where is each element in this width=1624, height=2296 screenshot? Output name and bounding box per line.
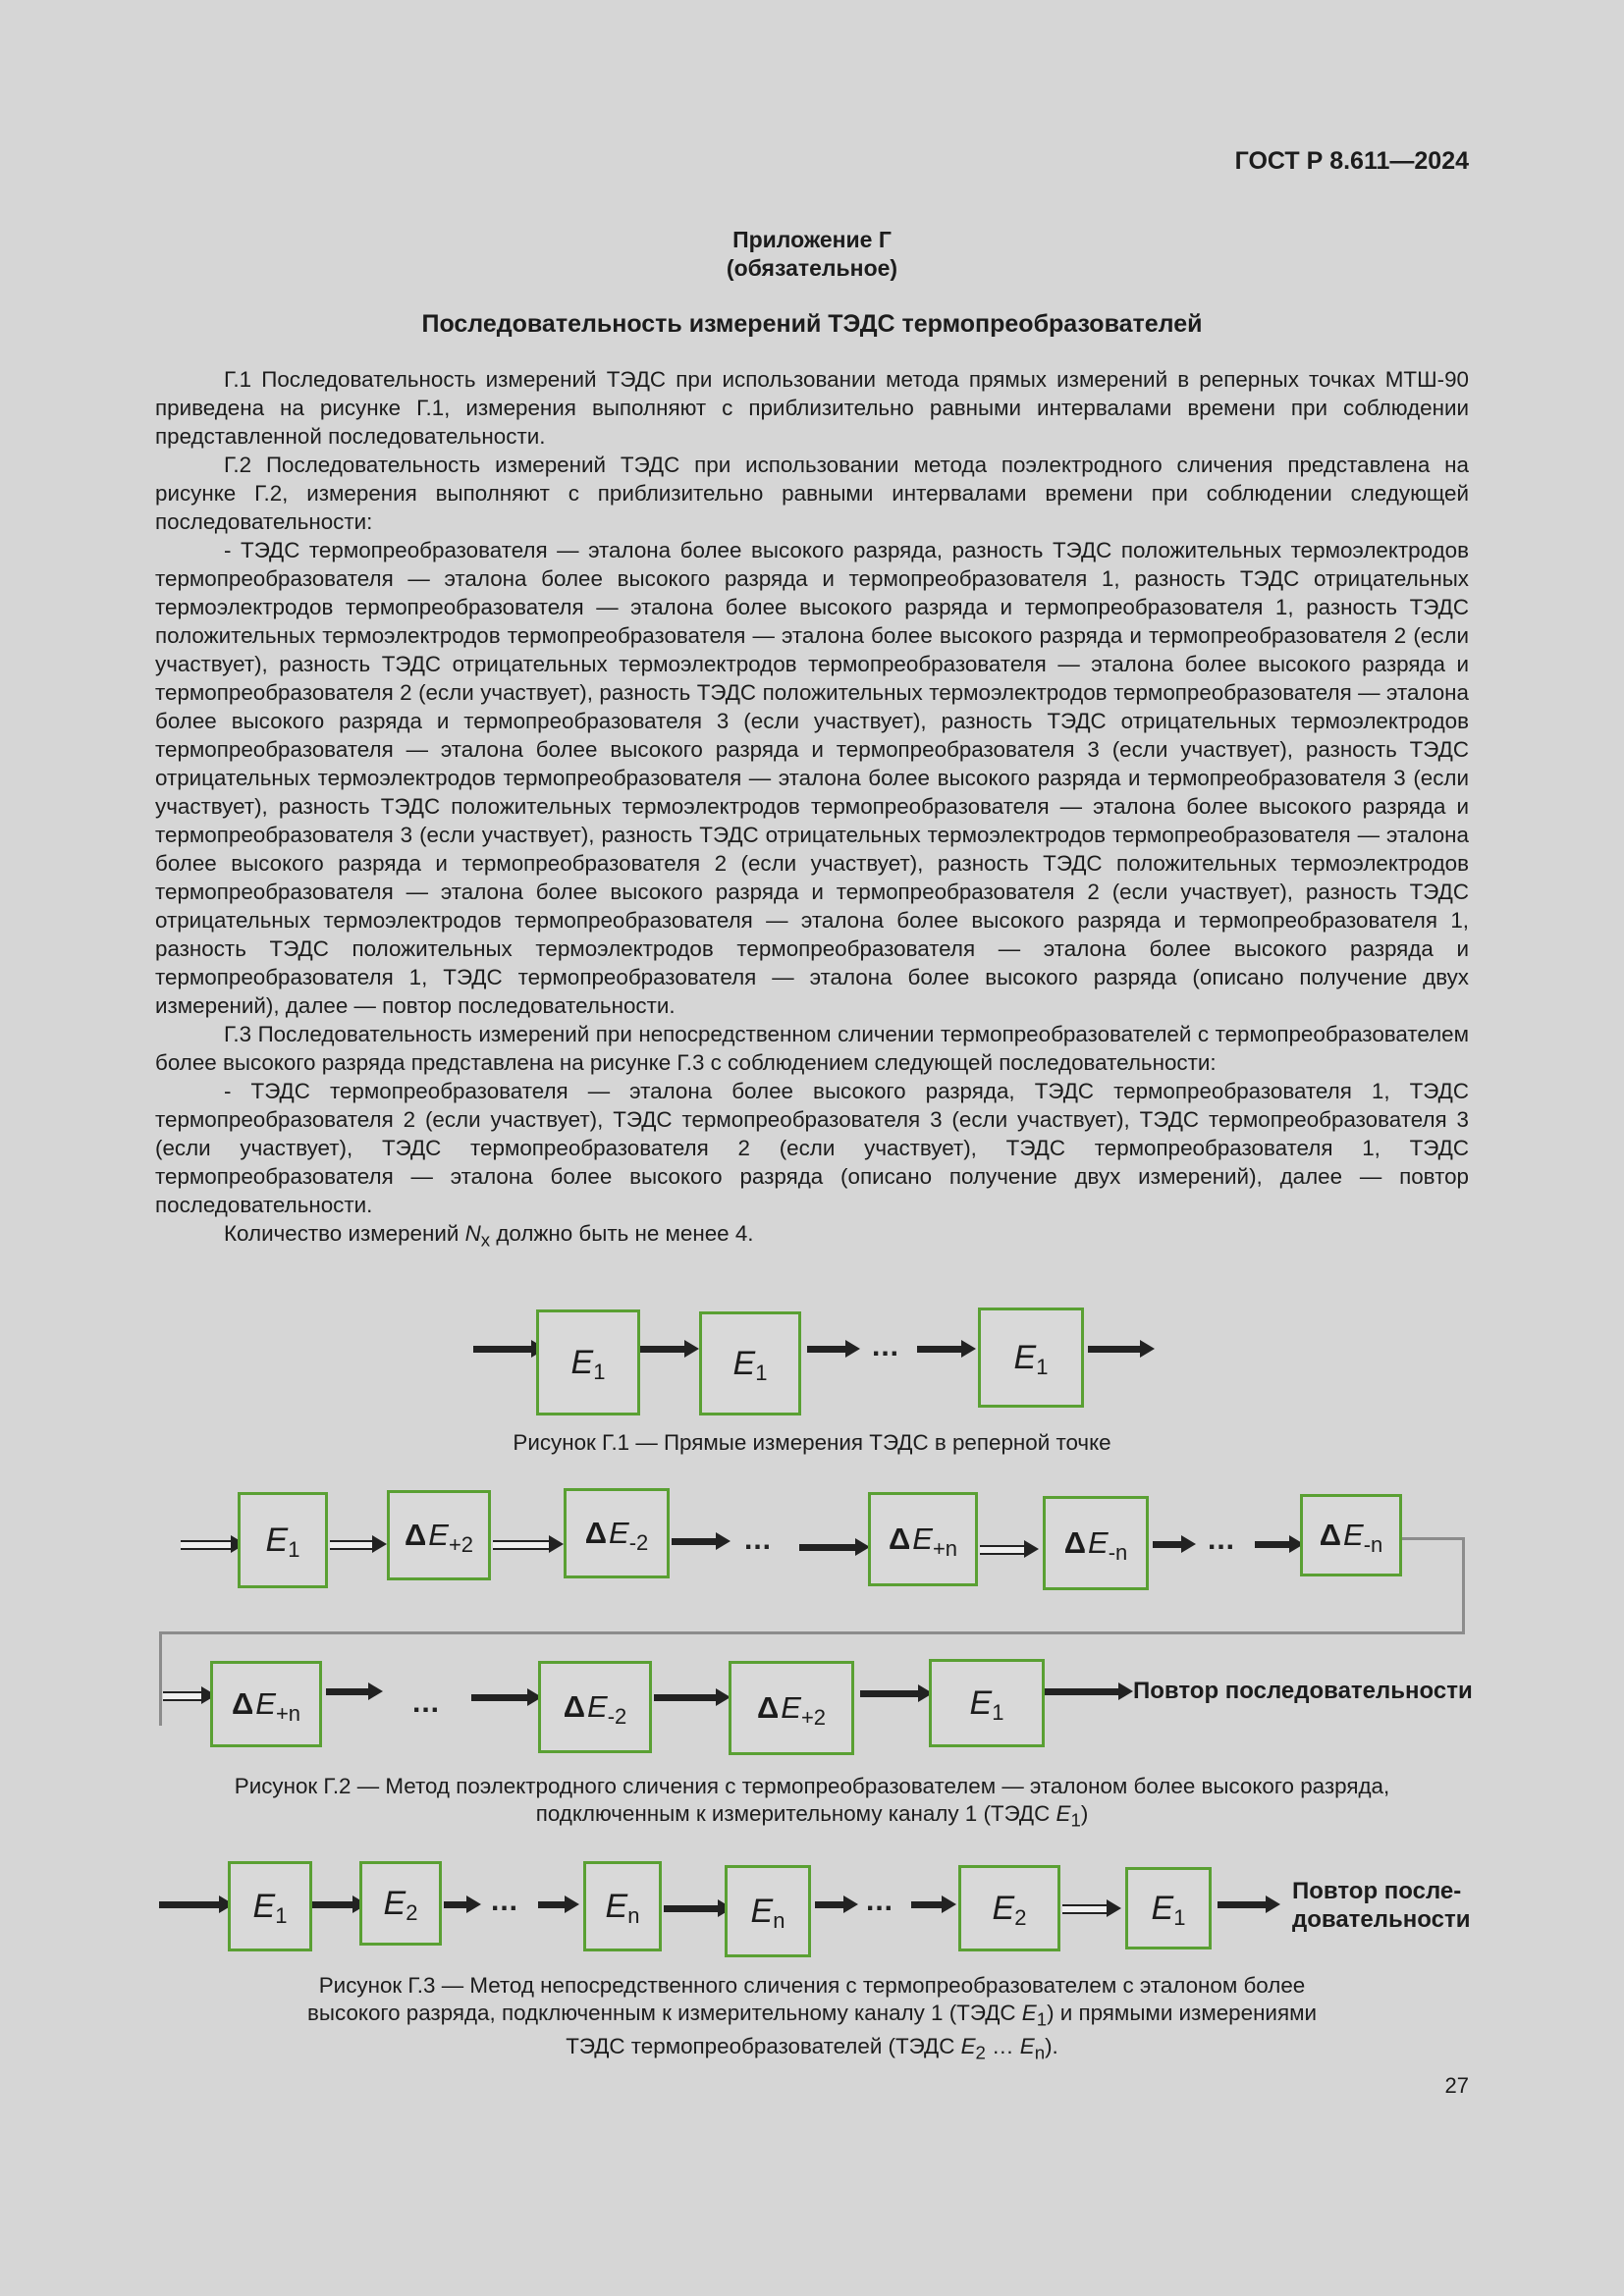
fig2-box-de-plus2 xyxy=(387,1490,491,1580)
box-subscript: -2 xyxy=(607,1704,627,1729)
fig2-arrow xyxy=(1255,1541,1290,1548)
delta-symbol: Δ xyxy=(1319,1518,1342,1552)
fig2-box-de-plusn xyxy=(868,1492,978,1586)
fig2-arrow xyxy=(672,1538,717,1545)
fig3-arrow-out xyxy=(1218,1901,1267,1908)
box-subscript: 1 xyxy=(1173,1905,1186,1930)
caption-variable: E xyxy=(1056,1801,1071,1826)
delta-symbol: Δ xyxy=(1063,1525,1087,1560)
fig2-box2-de-minus2 xyxy=(538,1661,652,1753)
caption-text: высокого разряда, подключенным к измерительному каналу 1 (ТЭДС xyxy=(307,2001,1022,2025)
box-symbol: E xyxy=(992,1889,1015,1927)
fig3-box-e2 xyxy=(359,1861,442,1946)
appendix-status: (обязательное) xyxy=(726,255,898,281)
fig1-box-2 xyxy=(699,1311,801,1415)
figure-g1-caption: Рисунок Г.1 — Прямые измерения ТЭДС в реперной точке xyxy=(513,1430,1111,1455)
box-subscript: 1 xyxy=(593,1360,606,1384)
paragraph-g3-list: - ТЭДС термопреобразователя — эталона более высокого разряда, ТЭДС термопреобразователя 1, ТЭДС термопреобразователя 2 (если участвует), ТЭДС термопреобразователя 3 (если участвует), ТЭДС термопреобразователя 3 (если участвует), ТЭДС термопреобразователя 2 (если участвует), ТЭДС термопреобразователя 1, ТЭДС термопреобразователя — эталона более высокого разряда (описано получение двух измерений), далее — повтор последовательности. xyxy=(155,1079,1469,1217)
delta-symbol: Δ xyxy=(756,1690,780,1725)
fig2-box2-de-plusn xyxy=(210,1661,322,1747)
delta-symbol: Δ xyxy=(888,1522,911,1556)
appendix-title: Последовательность измерений ТЭДС термопреобразователей xyxy=(421,310,1203,338)
fig1-box-1 xyxy=(536,1309,640,1415)
fig2-ellipsis: ... xyxy=(744,1523,773,1556)
caption-text: … xyxy=(985,2034,1020,2059)
box-symbol: E xyxy=(609,1516,629,1550)
box-subscript: -2 xyxy=(628,1530,649,1555)
appendix-label: Приложение Г xyxy=(732,227,892,252)
box-symbol: E xyxy=(1013,1338,1037,1376)
box-symbol: E xyxy=(252,1887,276,1925)
fig1-box-3 xyxy=(978,1308,1084,1408)
fig3-arrow xyxy=(911,1901,943,1908)
fig3-box-en xyxy=(583,1861,662,1951)
caption-text: ) xyxy=(1080,1801,1089,1826)
fig1-arrow-in xyxy=(473,1346,532,1353)
count-variable-subscript: x xyxy=(480,1229,491,1251)
box-symbol: E xyxy=(781,1690,801,1725)
fig1-arrow xyxy=(917,1346,962,1353)
fig2-arrow xyxy=(980,1545,1025,1555)
box-subscript: n xyxy=(627,1903,640,1928)
repeat-line: довательности xyxy=(1292,1906,1471,1933)
box-subscript: 1 xyxy=(992,1700,1004,1725)
fig2-arrow xyxy=(860,1690,919,1697)
caption-text: ) и прямыми измерениями xyxy=(1047,2001,1317,2025)
caption-line: Рисунок Г.3 — Метод непосредственного сличения с термопреобразователем с эталоном более xyxy=(318,1973,1306,1998)
fig2-arrow xyxy=(471,1694,528,1701)
fig2-box-de-minus2 xyxy=(564,1488,670,1578)
body-text xyxy=(155,365,1469,1254)
fig3-ellipsis: ... xyxy=(491,1885,519,1917)
box-symbol: E xyxy=(265,1521,289,1559)
fig3-arrow xyxy=(538,1901,566,1908)
fig2-connector xyxy=(1462,1537,1465,1634)
box-subscript: 1 xyxy=(755,1361,768,1385)
fig2-arrow xyxy=(330,1540,373,1550)
box-subscript: 1 xyxy=(275,1903,288,1928)
box-symbol: E xyxy=(383,1884,406,1922)
box-subscript: 2 xyxy=(1014,1905,1027,1930)
caption-subscript: 1 xyxy=(1070,1809,1081,1831)
box-subscript: -n xyxy=(1363,1532,1383,1557)
box-subscript: 1 xyxy=(1036,1355,1049,1379)
delta-symbol: Δ xyxy=(231,1686,254,1721)
caption-line xyxy=(0,2033,1624,2066)
delta-symbol: Δ xyxy=(563,1689,586,1724)
paragraph-g1: Г.1 Последовательность измерений ТЭДС при использовании метода прямых измерений в реперных точках МТШ-90 приведена на рисунке Г.1, измерения выполняют с приблизительно равными интервалами времени при соблюдении представленной последовательности. xyxy=(155,367,1469,449)
box-subscript: n xyxy=(773,1908,785,1933)
box-subscript: +2 xyxy=(800,1705,827,1730)
fig3-arrow xyxy=(444,1901,467,1908)
box-symbol: E xyxy=(912,1522,933,1556)
fig3-arrow xyxy=(312,1901,353,1908)
fig2-box-de-minusn-end xyxy=(1300,1494,1402,1576)
box-symbol: E xyxy=(969,1683,993,1722)
caption-line xyxy=(0,1800,1624,1834)
fig2-connector xyxy=(159,1631,1465,1634)
repeat-line: Повтор после- xyxy=(1292,1878,1462,1904)
fig2-box2-e1 xyxy=(929,1659,1045,1747)
fig3-arrow xyxy=(815,1901,844,1908)
box-subscript: 2 xyxy=(406,1900,418,1925)
document-code: ГОСТ Р 8.611—2024 xyxy=(1234,147,1469,175)
caption-variable: E xyxy=(1021,2001,1037,2025)
caption-subscript: n xyxy=(1034,2042,1046,2063)
box-symbol: E xyxy=(428,1518,449,1552)
figure-g3-caption xyxy=(0,1972,1624,2067)
fig3-arrow xyxy=(664,1905,719,1912)
fig3-box-e2-2 xyxy=(958,1865,1060,1951)
fig2-connector xyxy=(159,1631,162,1726)
box-subscript: +2 xyxy=(448,1532,474,1557)
fig3-arrow xyxy=(1062,1904,1108,1914)
box-subscript: 1 xyxy=(288,1537,300,1562)
box-subscript: +n xyxy=(932,1536,958,1561)
fig2-arrow xyxy=(1153,1541,1182,1548)
paragraph-measurement-count xyxy=(155,1219,1469,1254)
box-subscript: -n xyxy=(1108,1540,1128,1565)
caption-line: Рисунок Г.2 — Метод поэлектродного сличения с термопреобразователем — эталоном более высокого разряда, xyxy=(234,1774,1390,1798)
fig2-arrow xyxy=(799,1544,856,1551)
fig3-box-en-2 xyxy=(725,1865,811,1957)
fig2-arrow xyxy=(163,1691,202,1701)
box-symbol: E xyxy=(1343,1518,1364,1552)
box-symbol: E xyxy=(587,1689,608,1724)
fig2-ellipsis: ... xyxy=(412,1686,441,1719)
paragraph-g3: Г.3 Последовательность измерений при непосредственном сличении термопреобразователей с термопреобразователем более высокого разряда представлена на рисунке Г.3 с соблюдением следующей последовательности: xyxy=(155,1022,1469,1075)
count-variable: N xyxy=(464,1221,481,1246)
delta-symbol: Δ xyxy=(404,1518,427,1552)
caption-text: подключенным к измерительному каналу 1 (ТЭДС xyxy=(535,1801,1056,1826)
page-number: 27 xyxy=(1444,2073,1469,2098)
box-symbol: E xyxy=(1088,1525,1109,1560)
fig2-arrow xyxy=(654,1694,717,1701)
fig2-repeat-label: Повтор последовательности xyxy=(1133,1678,1473,1704)
fig3-arrow-in xyxy=(159,1901,220,1908)
caption-variable: E xyxy=(1019,2034,1035,2059)
fig3-ellipsis: ... xyxy=(866,1885,894,1917)
fig2-arrow xyxy=(326,1688,369,1695)
appendix-heading xyxy=(0,226,1624,283)
caption-subscript: 2 xyxy=(975,2042,986,2063)
fig1-ellipsis: ... xyxy=(872,1330,900,1362)
fig2-box-e1 xyxy=(238,1492,328,1588)
fig2-box2-de-plus2 xyxy=(729,1661,854,1755)
fig3-repeat-label xyxy=(1292,1877,1470,1934)
fig1-arrow xyxy=(807,1346,846,1353)
fig1-arrow-out xyxy=(1088,1346,1141,1353)
caption-variable: E xyxy=(960,2034,976,2059)
box-symbol: E xyxy=(255,1686,276,1721)
box-symbol: E xyxy=(570,1343,594,1381)
caption-text: ). xyxy=(1045,2034,1058,2059)
fig2-connector xyxy=(1402,1537,1465,1540)
fig2-ellipsis: ... xyxy=(1208,1523,1236,1556)
paragraph-g2: Г.2 Последовательность измерений ТЭДС при использовании метода поэлектродного сличения представлена на рисунке Г.2, измерения выполняют с приблизительно равными интервалами времени при соблюдении следующей последовательности: xyxy=(155,453,1469,534)
box-symbol: E xyxy=(605,1887,628,1925)
paragraph-g2-list: - ТЭДС термопреобразователя — эталона более высокого разряда, разность ТЭДС положительных термоэлектродов термопреобразователя — эталона более высокого разряда и термопреобразователя 1, разность ТЭДС отрицательных термоэлектродов термопреобразователя — эталона более высокого разряда и термопреобразователя 1, разность ТЭДС положительных термоэлектродов термопреобразователя — эталона более высокого разряда и термопреобразователя 2 (если участвует), разность ТЭДС отрицательных термоэлектродов термопреобразователя — эталона более высокого разряда и термопреобразователя 2 (если участвует), разность ТЭДС положительных термоэлектродов термопреобразователя — эталона более высокого разряда и термопреобразователя 3 (если участвует), разность ТЭДС отрицательных термоэлектродов термопреобразователя — эталона более высокого разряда и термопреобразователя 3 (если участвует), разность ТЭДС отрицательных термоэлектродов термопреобразователя — эталона более высокого разряда и термопреобразователя 3 (если участвует), разность ТЭДС положительных термоэлектродов термопреобразователя — эталона более высокого разряда и термопреобразователя 3 (если участвует), разность ТЭДС отрицательных термоэлектродов термопреобразователя — эталона более высокого разряда и термопреобразователя 2 (если участвует), разность ТЭДС положительных термоэлектродов термопреобразователя — эталона более высокого разряда и термопреобразователя 2 (если участвует), разность ТЭДС отрицательных термоэлектродов термопреобразователя — эталона более высокого разряда и термопреобразователя 1, разность ТЭДС положительных термоэлектродов термопреобразователя — эталона более высокого разряда и термопреобразователя 1, ТЭДС термопреобразователя — эталона более высокого разряда (описано получение двух измерений), далее — повтор последовательности. xyxy=(155,538,1469,1018)
caption-subscript: 1 xyxy=(1036,2008,1048,2030)
fig3-box-e1-2 xyxy=(1125,1867,1212,1949)
fig3-box-e1 xyxy=(228,1861,312,1951)
box-symbol: E xyxy=(750,1892,774,1930)
fig1-arrow xyxy=(640,1346,685,1353)
box-subscript: +n xyxy=(275,1701,301,1726)
caption-line xyxy=(0,2000,1624,2033)
delta-symbol: Δ xyxy=(584,1516,608,1550)
box-symbol: E xyxy=(732,1344,756,1382)
fig2-arrow-out xyxy=(1045,1688,1119,1695)
count-text-pre: Количество измерений xyxy=(224,1221,465,1246)
fig2-arrow xyxy=(493,1540,550,1550)
caption-text: ТЭДС термопреобразователей (ТЭДС xyxy=(566,2034,961,2059)
count-text-post: должно быть не менее 4. xyxy=(490,1221,754,1246)
box-symbol: E xyxy=(1151,1889,1174,1927)
figure-g2-caption xyxy=(0,1773,1624,1834)
fig2-arrow-in xyxy=(181,1540,232,1550)
fig2-box-de-minusn xyxy=(1043,1496,1149,1590)
